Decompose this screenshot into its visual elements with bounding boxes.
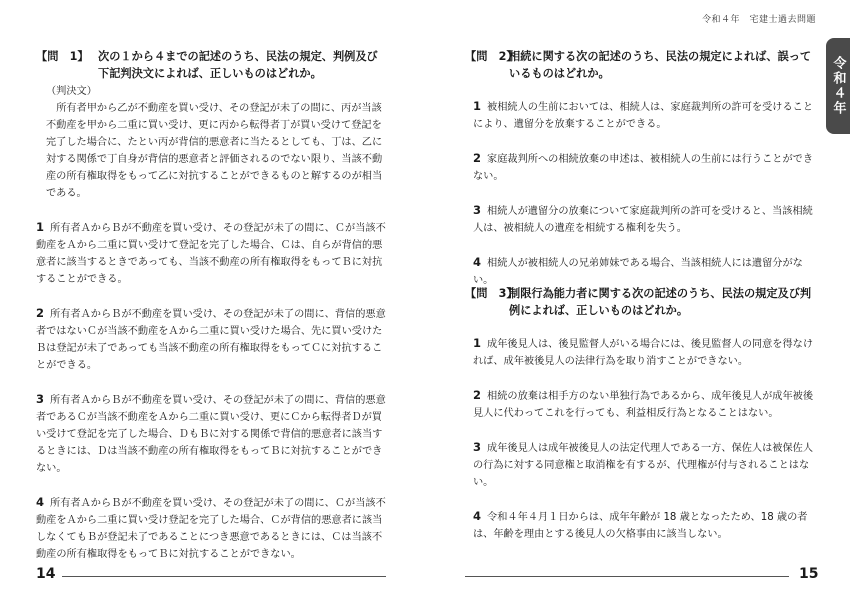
q2-choice-1 [465,98,815,133]
question-3 [465,285,815,543]
q1-choice-2-text: 所有者ＡからＢが不動産を買い受け、その登記が未了の間に、背信的悪意者ではないＣが当該不動産をＡから二重に買い受けた場合、先に買い受けたＢは登記が未了であっても当該不動産の所有権取得をもってＣに対抗することができる。 [36,309,386,371]
q2-choice-4-number: 4 [473,255,482,269]
q2-choice-2-number: 2 [473,151,482,165]
question-2-text: 相続に関する次の記述のうち、民法の規定によれば、誤っているものはどれか。 [509,50,812,80]
q1-choice-4 [36,494,388,563]
q3-choice-3-number: 3 [473,440,482,454]
question-3-number: 【問 3】 [465,287,518,300]
judgment-text: 所有者甲から乙が不動産を買い受け、その登記が未了の間に、丙が当該不動産を甲から二重に買い受け、更に丙から転得者丁が買い受けて登記を完了した場合に、たとい丙が背信的悪意者に当たるとしても、丁は、乙に対する関係で丁自身が背信的悪意者と評価されるのでない限り、当該不動産の所有権取得をもって乙に対抗することができるものと解するのが相当である。 [46,103,383,199]
q3-choice-3 [465,439,815,491]
q3-choice-4-number: 4 [473,509,482,523]
q2-choice-3 [465,202,815,237]
q1-choice-3-number: 3 [36,392,45,406]
q1-choice-1-text: 所有者ＡからＢが不動産を買い受け、その登記が未了の間に、Ｃが当該不動産をＡから二重に買い受けて登記を完了した場合、Ｃは、自らが背信的悪意者に該当するときであっても、当該不動産の所有権取得をもってＢに対抗することができる。 [36,223,386,285]
question-1 [36,48,388,563]
question-1-text: 次の１から４までの記述のうち、民法の規定、判例及び下記判決文によれば、正しいものはどれか。 [98,50,378,80]
q3-choice-1-text: 成年後見人は、後見監督人がいる場合には、後見監督人の同意を得なければ、成年被後見人の法律行為を取り消すことができない。 [473,339,814,367]
q1-choice-1 [36,219,388,288]
q3-choice-4-text: 令和４年４月１日からは、成年年齢が 18 歳となったため、18 歳の者は、年齢を理由とする後見人の欠格事由に該当しない。 [473,512,808,540]
q2-choice-3-text: 相続人が遺留分の放棄について家庭裁判所の許可を受けると、当該相続人は、被相続人の遺産を相続する権利を失う。 [473,206,813,234]
q1-choice-3-text: 所有者ＡからＢが不動産を買い受け、その登記が未了の間に、背信的悪意者であるＣが当該不動産をＡから二重に買い受け、更にＣから転得者Ｄが買い受けて登記を完了した場合、ＤもＢに対する関係で背信的悪意者に該当するときには、Ｄは当該不動産の所有権取得をもってＢに対抗することができない。 [36,395,386,474]
page-number-right: 15 [799,566,819,582]
q2-choice-4-text: 相続人が被相続人の兄弟姉妹である場合、当該相続人には遺留分がない。 [473,258,803,286]
q3-choice-2 [465,387,815,422]
question-1-number: 【問 1】 [36,50,89,63]
footer-rule-left [62,576,386,577]
question-2-number: 【問 2】 [465,50,518,63]
q2-choice-2 [465,150,815,185]
q2-choice-3-number: 3 [473,203,482,217]
running-header: 令和４年 宅建士過去問題 [701,15,816,25]
q1-choice-3 [36,391,388,477]
q3-choice-1 [465,335,815,370]
q2-choice-2-text: 家庭裁判所への相続放棄の申述は、被相続人の生前には行うことができない。 [473,154,814,182]
q3-choice-3-text: 成年後見人は成年被後見人の法定代理人である一方、保佐人は被保佐人の行為に対する同意権と取消権を有するが、代理権が付与されることはない。 [473,443,814,488]
q1-choice-4-text: 所有者ＡからＢが不動産を買い受け、その登記が未了の間に、Ｃが当該不動産をＡから二重に買い受け登記を完了した場合、Ｃが背信的悪意者に該当しなくてもＢが登記未了であることにつき悪意であるときには、Ｃは当該不動産の所有権取得をもってＢに対抗することができない。 [36,498,386,560]
judgment-label: （判決文） [46,86,97,97]
year-side-tab: 令和４年 [826,38,850,134]
q2-choice-1-number: 1 [473,99,482,113]
q3-choice-1-number: 1 [473,336,482,350]
q3-choice-2-number: 2 [473,388,482,402]
right-page [425,0,850,602]
q2-choice-4 [465,254,815,289]
q3-choice-4 [465,508,815,543]
q3-choice-2-text: 相続の放棄は相手方のない単独行為であるから、成年後見人が成年被後見人に代わってこれを行っても、利益相反行為となることはない。 [473,391,814,419]
question-3-title [465,285,815,319]
q1-choice-1-number: 1 [36,220,45,234]
question-1-title [36,48,388,82]
q2-choice-1-text: 被相続人の生前においては、相続人は、家庭裁判所の許可を受けることにより、遺留分を放棄することができる。 [473,102,814,130]
question-2-title [465,48,815,82]
footer-rule-right [465,576,789,577]
question-2 [465,48,815,289]
q1-choice-2 [36,305,388,374]
q1-choice-2-number: 2 [36,306,45,320]
q1-choice-4-number: 4 [36,495,45,509]
page-number-left: 14 [36,566,56,582]
question-3-text: 制限行為能力者に関する次の記述のうち、民法の規定及び判例によれば、正しいものはどれか。 [509,287,812,317]
